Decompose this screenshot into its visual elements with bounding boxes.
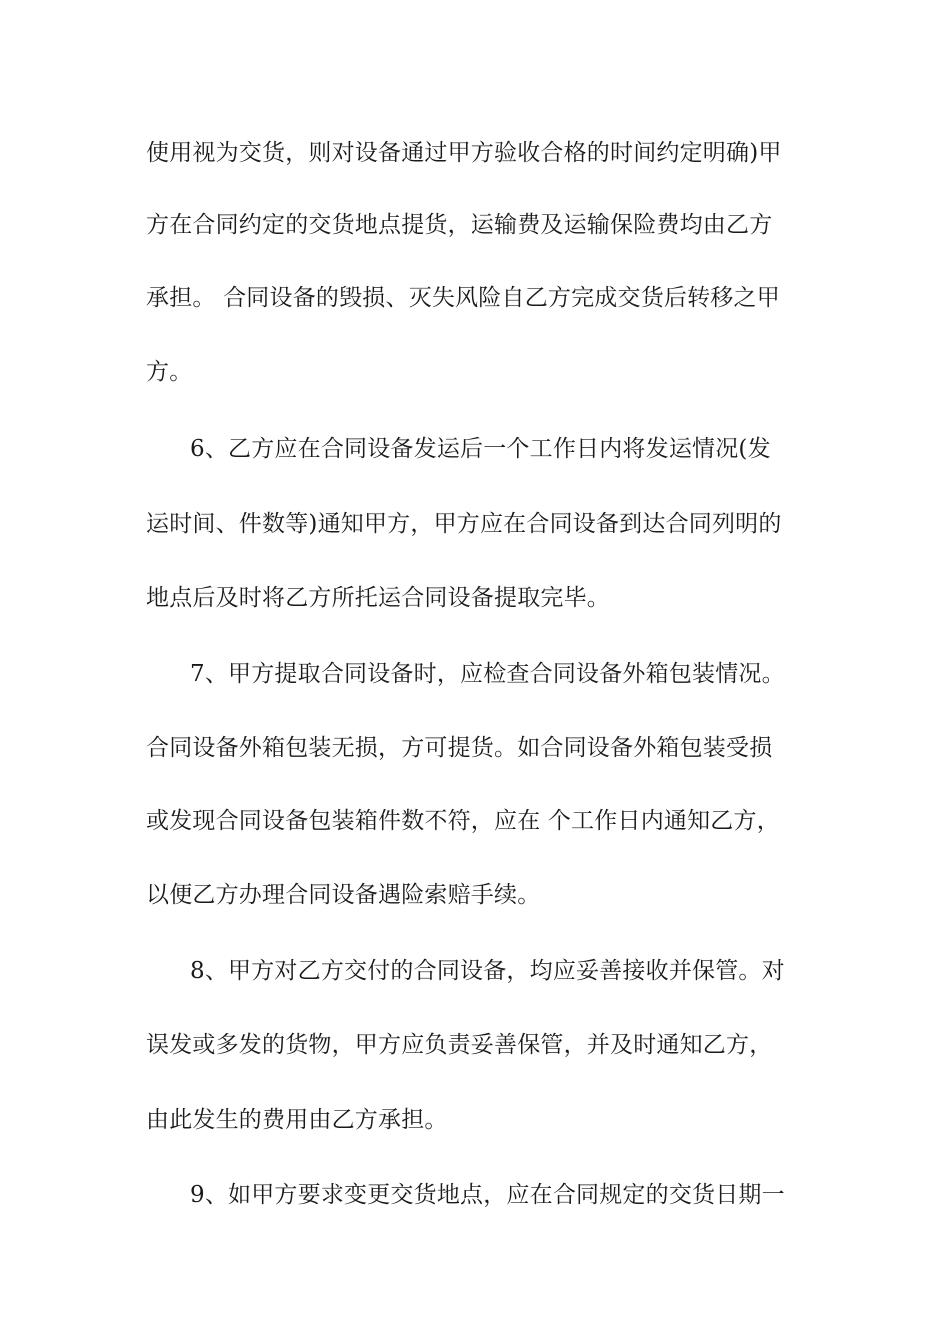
clause-9-line: 9、如甲方要求变更交货地点，应在合同规定的交货日期一: [190, 1182, 785, 1208]
clause-6-line: 6、乙方应在合同设备发运后一个工作日内将发运情况(发: [190, 436, 771, 462]
text-line: 合同设备外箱包装无损，方可提货。如合同设备外箱包装受损: [146, 735, 773, 761]
text-line: 方在合同约定的交货地点提货，运输费及运输保险费均由乙方: [146, 212, 773, 238]
clause-8-line: 8、甲方对乙方交付的合同设备，均应妥善接收并保管。对: [190, 958, 785, 984]
text-line: 使用视为交货，则对设备通过甲方验收合格的时间约定明确)甲: [146, 140, 782, 166]
text-line: 地点后及时将乙方所托运合同设备提取完毕。: [146, 585, 610, 611]
text-line: 承担。 合同设备的毁损、灭失风险自乙方完成交货后转移之甲: [146, 285, 780, 311]
text-line: 或发现合同设备包装箱件数不符，应在 个工作日内通知乙方，: [146, 808, 780, 834]
text-line: 由此发生的费用由乙方承担。: [146, 1107, 448, 1133]
text-line: 方。: [146, 359, 193, 385]
text-line: 运时间、件数等)通知甲方，甲方应在合同设备到达合同列明的: [146, 511, 782, 537]
clause-7-line: 7、甲方提取合同设备时，应检查合同设备外箱包装情况。: [190, 661, 785, 687]
text-line: 误发或多发的货物，甲方应负责妥善保管，并及时通知乙方，: [146, 1032, 773, 1058]
text-line: 以便乙方办理合同设备遇险索赔手续。: [146, 882, 541, 908]
